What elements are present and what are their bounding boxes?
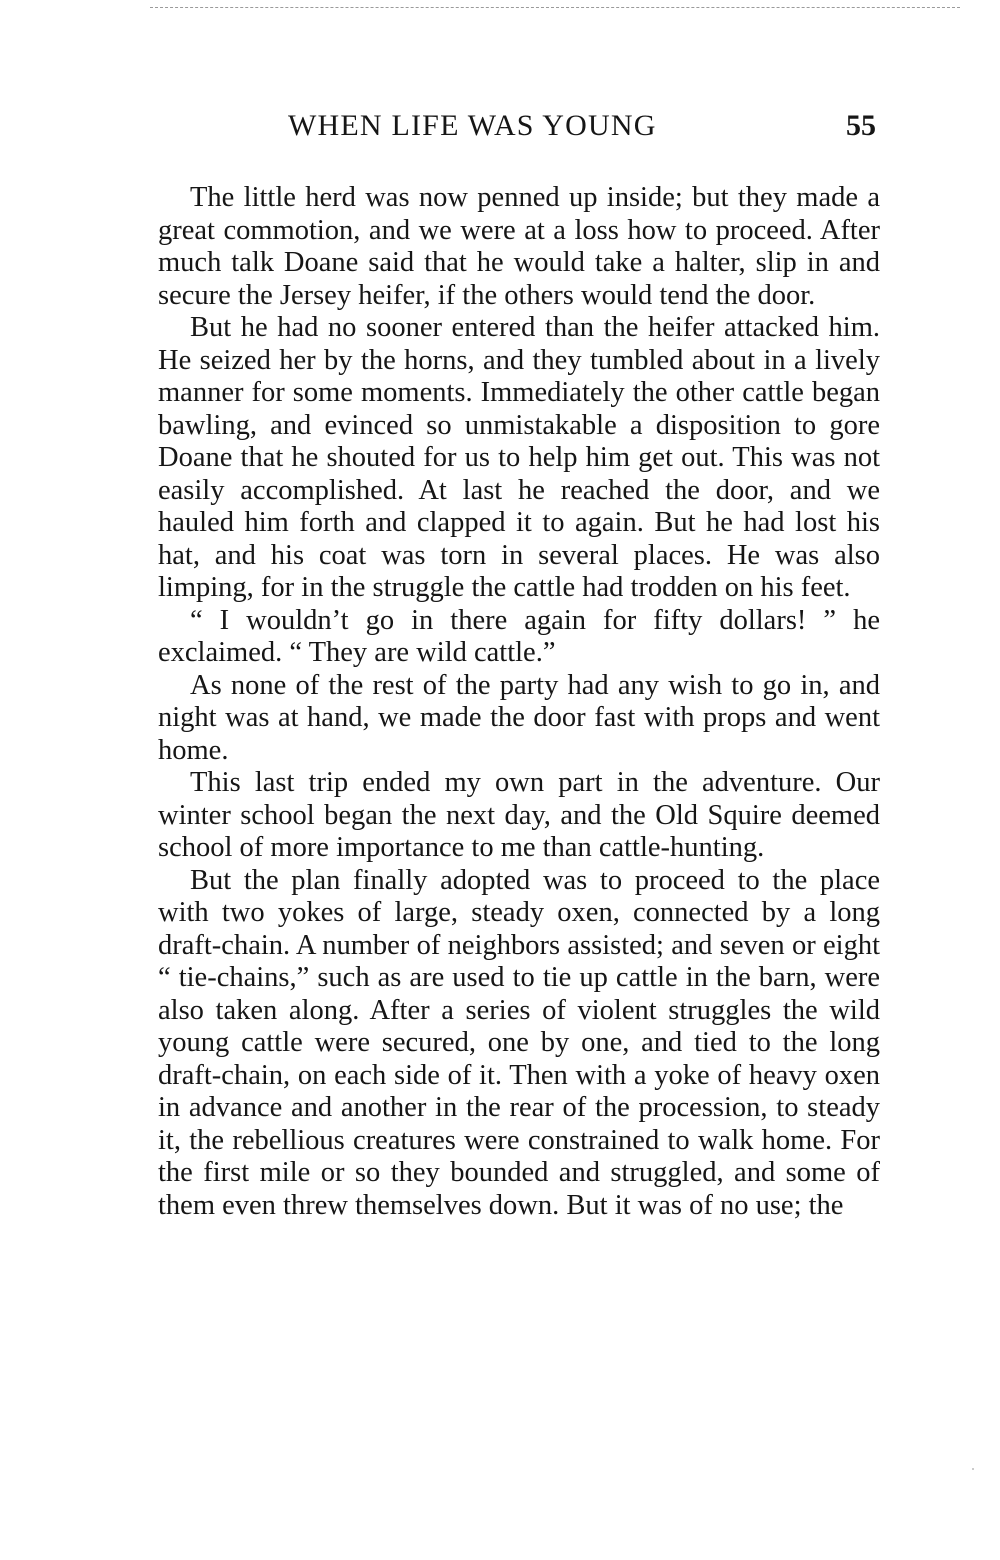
running-title: WHEN LIFE WAS YOUNG	[288, 109, 657, 142]
paragraph: The little herd was now penned up inside; but they made a great commotion, and we were at a loss how to proceed. After much talk Doane said that he would take a halter, slip in and secure the Jersey heifer, if the others would tend the door.	[158, 182, 880, 311]
page-header	[158, 109, 880, 153]
paragraph: But the plan finally adopted was to proceed to the place with two yokes of large, steady oxen, connected by a long draft-chain. A number of neighbors assisted; and seven or eight “ tie-chains,” such as are used to tie up cattle in the barn, were also taken along. After a series of violent struggles the wild young cattle were secured, one by one, and tied to the long draft-chain, on each side of it. Then with a yoke of heavy oxen in advance and another in the rear of the procession, to steady it, the rebellious creatures were constrained to walk home. For the first mile or so they bounded and struggled, and some of them even threw themselves down. But it was of no use; the	[158, 864, 880, 1221]
page-number: 55	[846, 109, 876, 142]
paragraph: But he had no sooner entered than the heifer attacked him. He seized her by the horns, and they tumbled about in a lively manner for some moments. Immediately the other cattle began bawling, and evinced so unmistakable a disposition to gore Doane that he shouted for us to help him get out. This was not easily accomplished. At last he reached the door, and we hauled him forth and clapped it to again. But he had lost his hat, and his coat was torn in several places. He was also limping, for in the struggle the cattle had trodden on his feet.	[158, 312, 880, 603]
paragraph: “ I wouldn’t go in there again for fifty dollars! ” he exclaimed. “ They are wild cattle.”	[158, 604, 880, 668]
paragraph: As none of the rest of the party had any wish to go in, and night was at hand, we made the door fast with props and went home.	[158, 669, 880, 766]
scan-top-rule	[150, 7, 960, 8]
paragraph: This last trip ended my own part in the adventure. Our winter school began the next day, and the Old Squire deemed school of more importance to me than cattle-hunting.	[158, 767, 880, 863]
scan-speck	[972, 1468, 974, 1470]
body-text	[158, 182, 880, 1222]
